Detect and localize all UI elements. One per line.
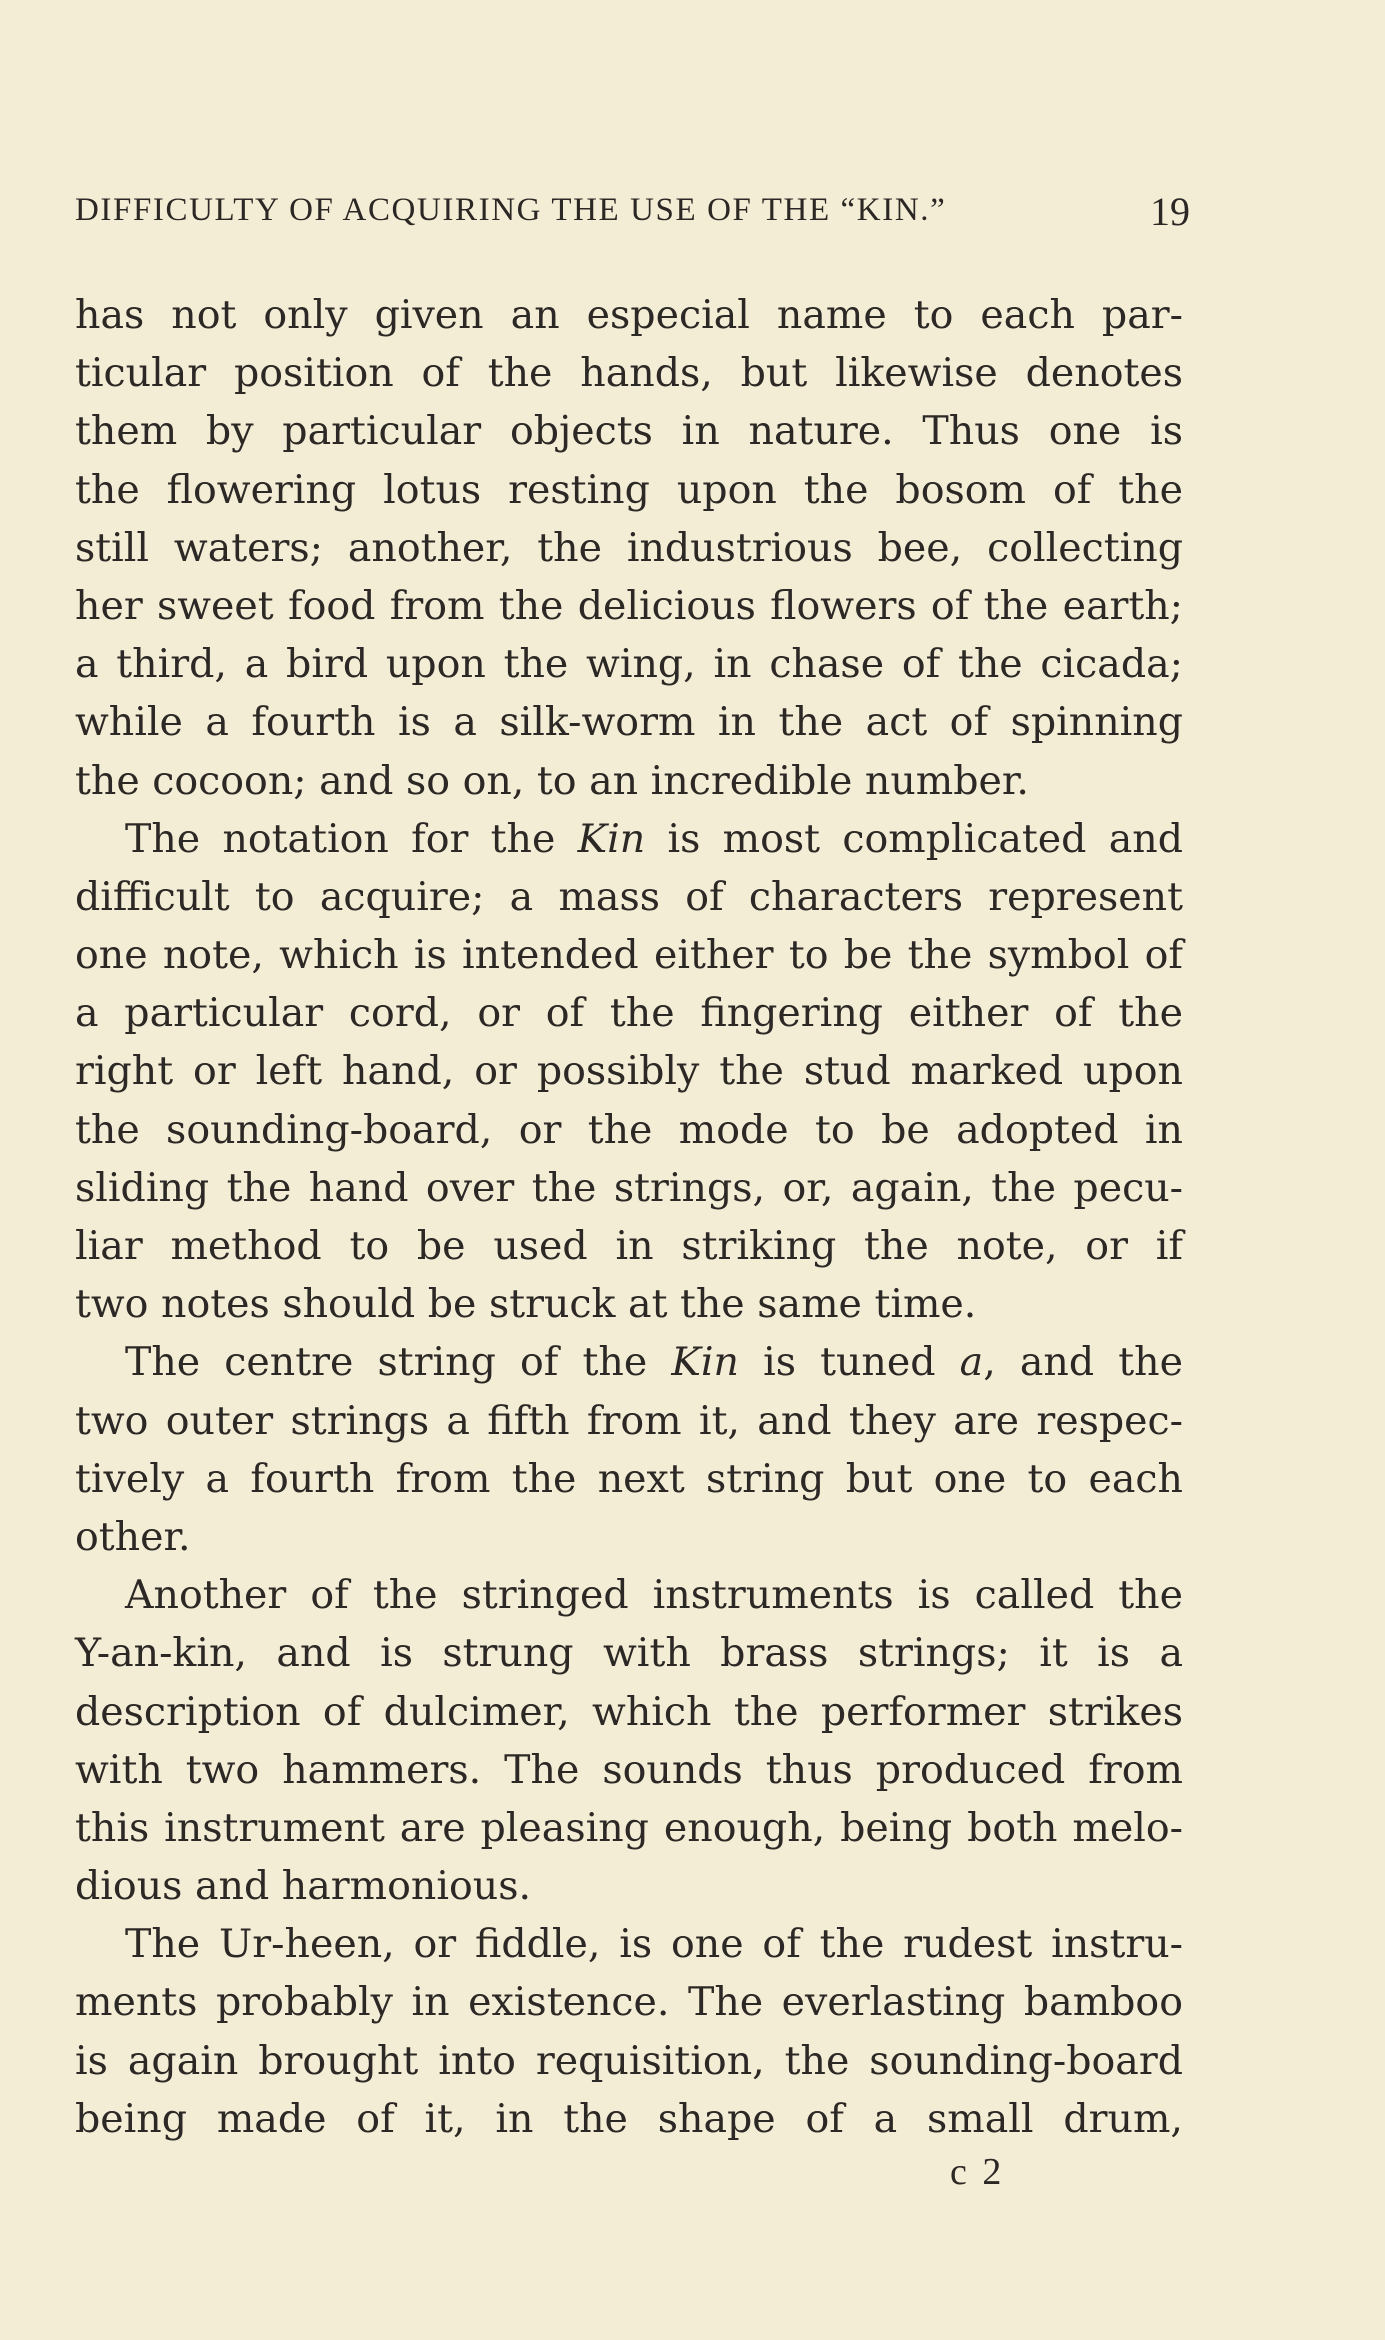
- text-line: being made of it, in the shape of a small drum,: [75, 2095, 1183, 2142]
- text-line: the cocoon; and so on, to an incredible number.: [75, 757, 1029, 804]
- text-line: dious and harmonious.: [75, 1863, 532, 1910]
- signature-mark: c 2: [950, 2151, 1005, 2193]
- text-line: a particular cord, or of the fingering either of the: [75, 990, 1183, 1037]
- text-line: the flowering lotus resting upon the bosom of the: [75, 466, 1183, 513]
- running-head-title: DIFFICULTY OF ACQUIRING THE USE OF THE “KIN.”: [75, 192, 947, 228]
- text-line: the sounding-board, or the mode to be adopted in: [75, 1106, 1183, 1153]
- text-line: ticular position of the hands, but likewise denotes: [75, 350, 1183, 397]
- text-line: one note, which is intended either to be the symbol of: [75, 932, 1183, 979]
- text-line: still waters; another, the industrious bee, collecting: [75, 524, 1183, 571]
- body-text: [75, 286, 1183, 2148]
- text-line: tively a fourth from the next string but one to each: [75, 1455, 1183, 1502]
- text-line: liar method to be used in striking the note, or if: [75, 1223, 1183, 1269]
- text-line: two outer strings a fifth from it, and they are respec-: [75, 1397, 1183, 1444]
- text-line: Another of the stringed instruments is called the: [125, 1572, 1183, 1619]
- text-line: has not only given an especial name to each par-: [75, 292, 1183, 338]
- text-line: The Ur-heen, or fiddle, is one of the rudest instru-: [125, 1921, 1183, 1968]
- text-line: description of dulcimer, which the performer strikes: [75, 1688, 1183, 1735]
- text-line: two notes should be struck at the same time.: [75, 1281, 977, 1328]
- page-number: 19: [1150, 189, 1190, 234]
- text-line: while a fourth is a silk-worm in the act of spinning: [75, 699, 1183, 746]
- text-line: sliding the hand over the strings, or, again, the pecu-: [75, 1164, 1183, 1211]
- text-line: ments probably in existence. The everlasting bamboo: [75, 1979, 1183, 2026]
- text-line: is again brought into requisition, the sounding-board: [75, 2037, 1183, 2084]
- text-line: difficult to acquire; a mass of characters represent: [75, 873, 1183, 920]
- text-line: other.: [75, 1513, 191, 1560]
- text-line: a third, a bird upon the wing, in chase of the cicada;: [75, 641, 1183, 688]
- text-line: The notation for the Kin is most complicated and: [125, 815, 1184, 862]
- text-line: her sweet food from the delicious flowers of the earth;: [75, 582, 1183, 629]
- text-line: with two hammers. The sounds thus produced from: [75, 1746, 1183, 1793]
- running-head: [75, 189, 1190, 242]
- text-line: them by particular objects in nature. Thus one is: [75, 408, 1183, 455]
- text-line: The centre string of the Kin is tuned a, and the: [125, 1339, 1183, 1386]
- text-line: this instrument are pleasing enough, being both melo-: [75, 1804, 1183, 1851]
- text-line: right or left hand, or possibly the stud marked upon: [75, 1048, 1183, 1095]
- text-line: Y-an-kin, and is strung with brass strings; it is a: [75, 1630, 1183, 1677]
